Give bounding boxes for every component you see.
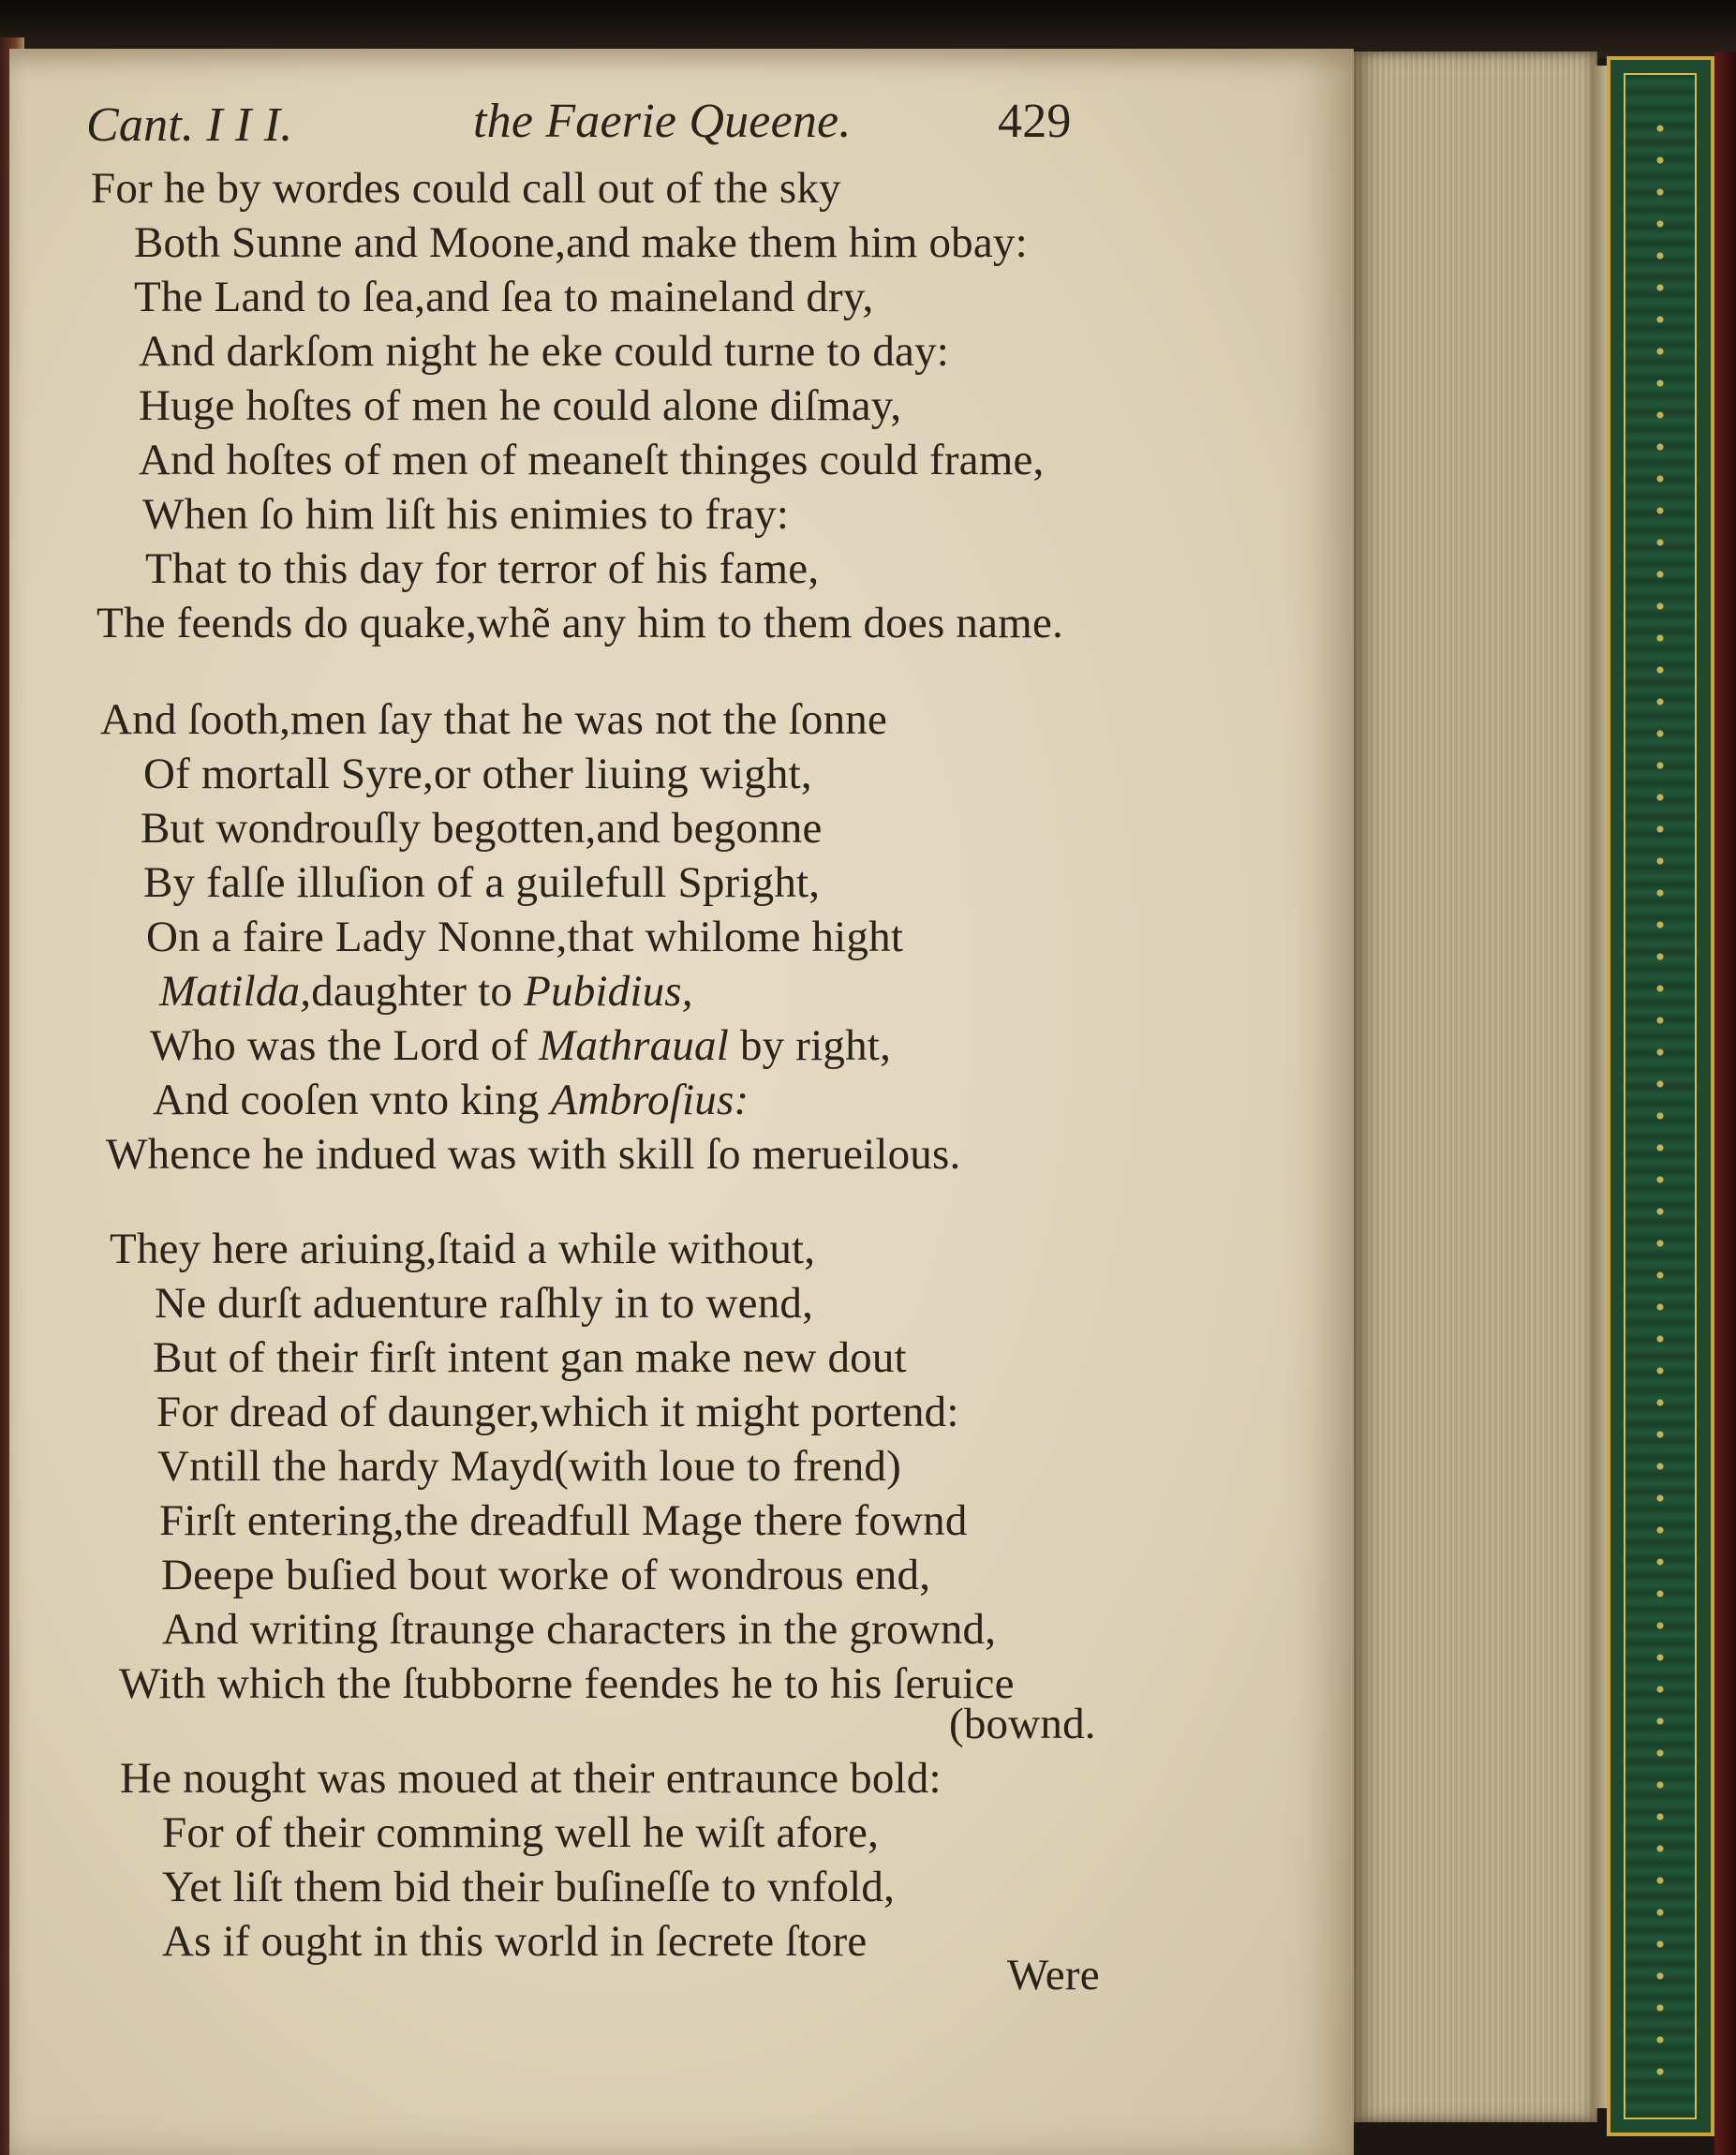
turnover-line: (bownd. [949,1700,1096,1748]
verse-line: Matilda,daughter to Pubidius, [159,967,693,1016]
verse-line: Huge hoſtes of men he could alone diſmay, [139,381,902,430]
verse-line: On a faire Lady Nonne,that whilome hight [146,913,904,961]
verse-line: Deepe buſied bout worke of wondrous end, [161,1551,931,1599]
verse-line: By falſe illuſion of a guilefull Spright, [143,858,821,907]
verse-line: For he by wordes could call out of the sky [91,164,841,213]
verse-line: They here ariuing,ſtaid a while without, [110,1225,816,1273]
verse-line: Firſt entering,the dreadfull Mage there fownd [159,1496,968,1545]
verse-line: But wondrouſly begotten,and begonne [141,804,823,853]
verse-line: Yet liſt them bid their buſineſſe to vnfold, [162,1863,896,1911]
verse-line: The Land to ſea,and ſea to maineland dry, [134,273,874,321]
fore-edge-text-block [1354,52,1597,2122]
page-number: 429 [998,95,1072,148]
verse-line: Vntill the hardy Mayd(with loue to frend) [157,1442,901,1491]
verse-line: For of their comming well he wiſt afore, [162,1808,880,1857]
name-mathraual: Mathraual [539,1021,729,1070]
verse-line: And darkſom night he eke could turne to day: [139,327,950,376]
name-matilda: Matilda, [159,967,312,1016]
verse-line: Of mortall Syre,or other liuing wight, [143,750,812,798]
gilt-ornament [1647,112,1673,2080]
verse-line: But of their firſt intent gan make new dout [153,1333,907,1382]
verse-line: And hoſtes of men of meaneſt thinges could frame, [139,436,1045,484]
verse-line: With which the ſtubborne feendes he to his ſeruice [119,1659,1015,1708]
running-head-canto: Cant. I I I. [86,98,293,152]
verse-line: And writing ſtraunge characters in the grownd, [162,1605,997,1654]
verse-line: The feends do quake,whẽ any him to them does name. [96,599,1063,647]
verse-line: Whence he indued was with skill ſo merueilous. [106,1130,961,1179]
verse-line: As if ought in this world in ſecrete ſtore [162,1917,868,1966]
verse-line: Ne durſt aduenture raſhly in to wend, [155,1279,814,1328]
catchword: Were [1007,1951,1100,1999]
verse-line: Who was the Lord of Mathraual by right, [150,1021,892,1070]
verse-line: For dread of daunger,which it might portend: [156,1388,959,1436]
verse-line: When ſo him liſt his enimies to fray: [142,490,790,539]
running-head-title: the Faerie Queene. [473,95,852,148]
verse-line: And ſooth,men ſay that he was not the ſonne [100,695,888,744]
verse-line: That to this day for terror of his fame, [145,544,820,593]
verse-line: Both Sunne and Moone,and make them him obay: [134,218,1028,267]
name-pubidius: Pubidius, [524,967,693,1016]
verse-line: And cooſen vnto king Ambroſius: [153,1076,749,1124]
name-ambrosius: Ambroſius: [550,1076,749,1124]
verse-line: He nought was moued at their entraunce bold: [120,1754,942,1803]
cover-edge [1714,52,1736,2155]
